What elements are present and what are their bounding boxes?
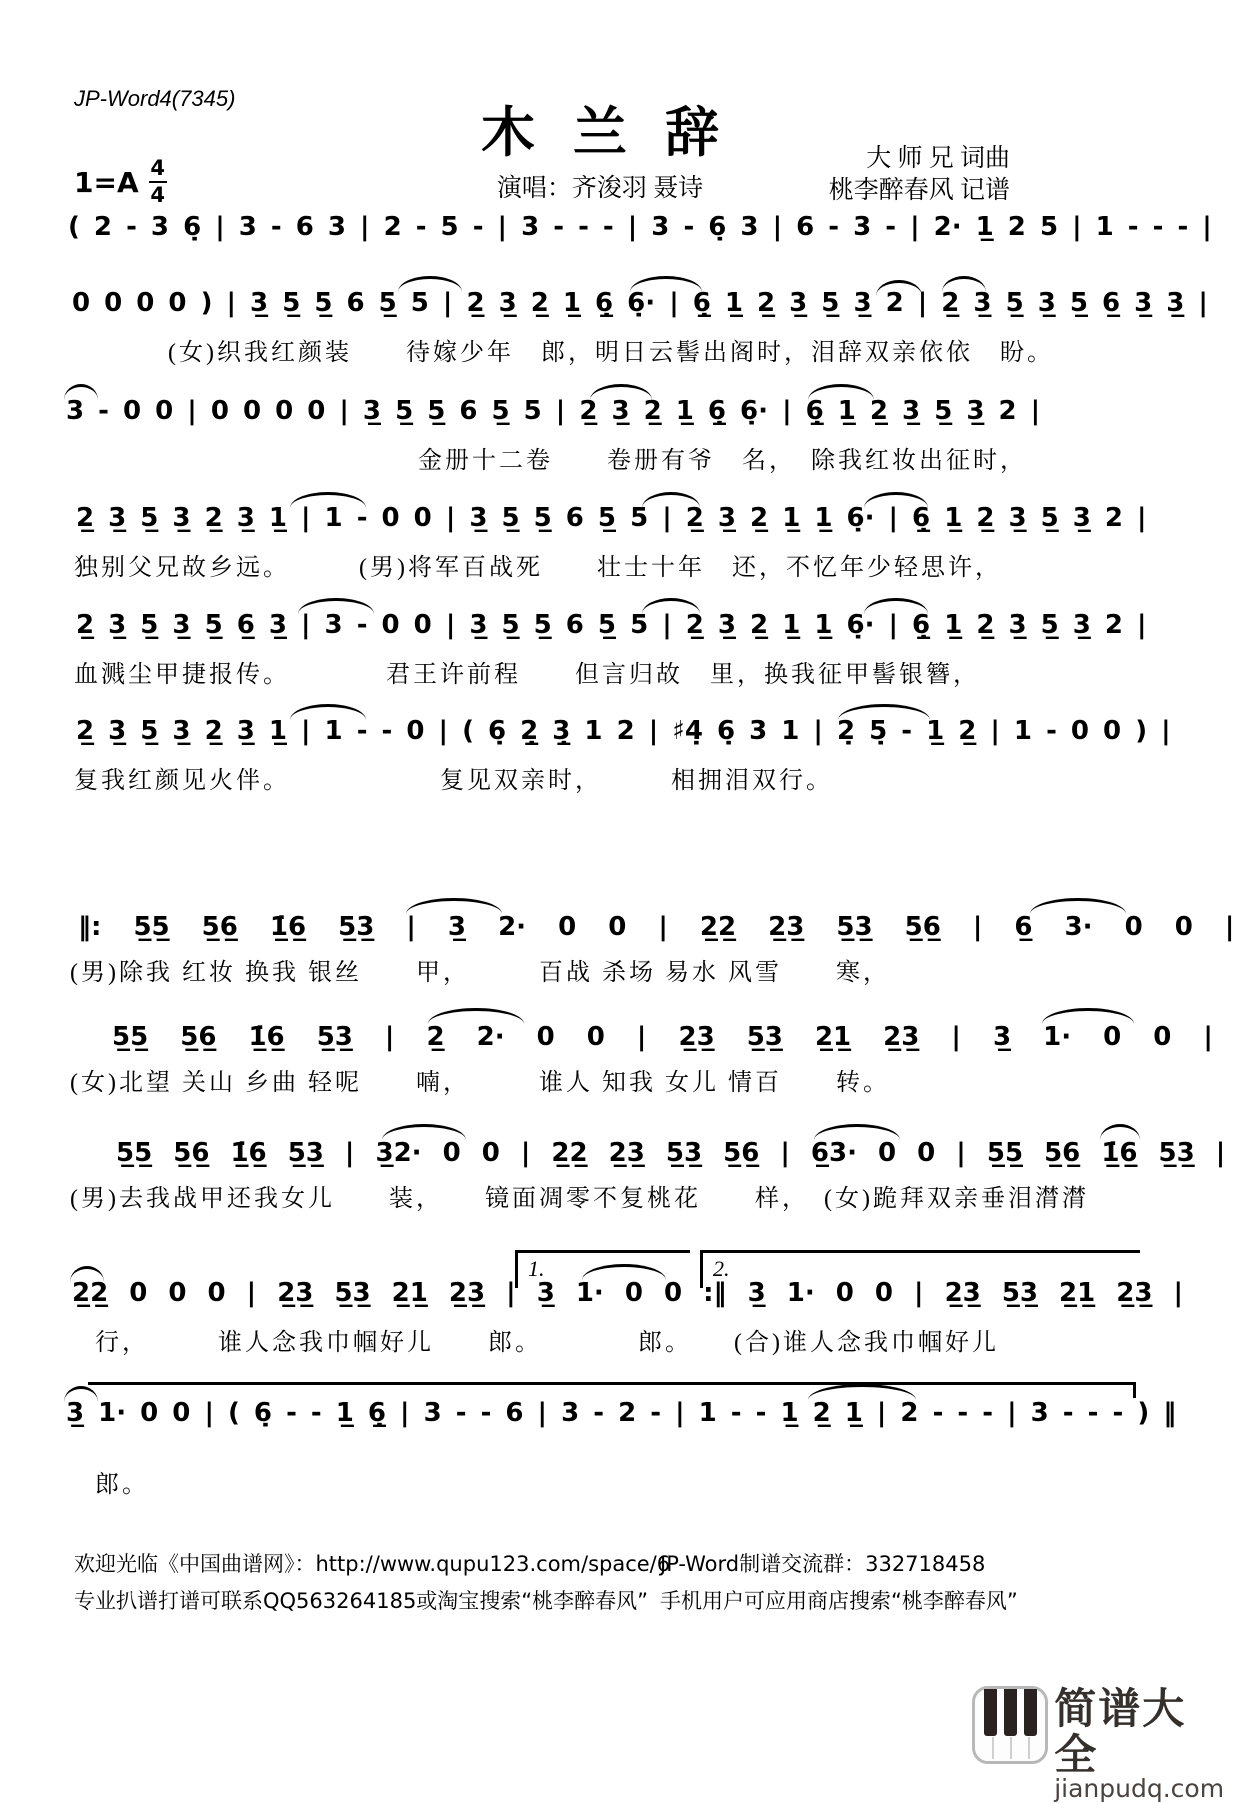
lyric-line-9: (男)去我战甲还我女儿 装， 镜面凋零不复桃花 样， (女)跪拜双亲垂泪潸潸 xyxy=(70,1186,1089,1212)
site-logo xyxy=(972,1686,1226,1803)
notation-line-5: 2̲ 3̲ 5̲ 3̲ 5̲ 6̲ 3̲ | 3 - 0 0 | 3̲ 5̲ 5̲ 6 5̲ 5 | 2̲ 3̲ 2̲ 1̲ 1̲ 6̣· | 6̲̣ 1̲ 2̲ 3̲ 5̲ 3̲ 2 | xyxy=(76,610,1147,640)
notation-line-10: 2̲2̲ 0 0 0 | 2̲3̲ 5̲3̲ 2̲1̲ 2̲3̲ | 3̲ 1· 0 0 :‖ 3̲ 1· 0 0 | 2̲3̲ 5̲3̲ 2̲1̲ 2̲3̲ | xyxy=(72,1278,1184,1308)
footer-group-line-2: 手机用户可应用商店搜索“桃李醉春风” xyxy=(660,1589,1018,1613)
notation-line-7: ‖: 5̲5̲ 5̲6̲ 1̲̇6̲ 5̲3̲ | 3̲ 2· 0 0 | 2̲2̲ 2̲3̲ 5̲3̲ 5̲6̲ | 6̲ 3· 0 0 | xyxy=(78,912,1234,942)
footer-site-line-1: 欢迎光临《中国曲谱网》：http://www.qupu123.com/space/6 xyxy=(74,1552,671,1576)
piano-white-key-line xyxy=(992,1737,994,1759)
piano-black-key xyxy=(984,1689,997,1736)
notation-line-11: 3̲ 1· 0 0 | ( 6̣ - - 1̲ 6̲̣ | 3 - - 6 | 3 - 2 - | 1 - - 1̲ 2̲ 1̲ | 2 - - - | 3 - - - ) ‖ xyxy=(66,1398,1177,1428)
tie-arc xyxy=(290,704,366,720)
logo-domain: jianpudq.com xyxy=(1054,1774,1225,1803)
piano-black-key xyxy=(1024,1689,1037,1736)
piano-black-key xyxy=(1004,1689,1017,1736)
notation-line-8: 5̲5̲ 5̲6̲ 1̲̇6̲ 5̲3̲ | 2̲ 2· 0 0 | 2̲3̲ 5̲3̲ 2̲1̲ 2̲3̲ | 3̲ 1· 0 0 | xyxy=(112,1022,1213,1052)
piano-icon xyxy=(972,1686,1048,1764)
volta-2-bracket xyxy=(700,1250,1140,1288)
tie-arc xyxy=(1100,1124,1140,1140)
slur-arc xyxy=(630,276,702,292)
slur-arc xyxy=(942,276,986,292)
notation-line-6: 2̲ 3̲ 5̲ 3̲ 2̲ 3̲ 1̲ | 1 - - 0 | ( 6̣ 2̲̣ 3̲̣ 1 2 | ♯4̣ 6̣ 3 1 | 2̣ 5̣ - 1̲ 2̲ | 1 - 0 0 ) | xyxy=(76,716,1171,746)
tie-arc xyxy=(1042,1008,1134,1024)
footer-site-line-2: 专业扒谱打谱可联系QQ563264185或淘宝搜索“桃李醉春风” xyxy=(74,1589,649,1613)
transcriber-credit: 桃李醉春风 记谱 xyxy=(828,177,1010,204)
slur-arc xyxy=(642,598,700,614)
generator-label: JP-Word4(7345) xyxy=(74,86,236,111)
slur-arc xyxy=(838,704,930,720)
lyric-line-5: 血溅尘甲捷报传。 君王许前程 但言归故 里，换我征甲髻银簪， xyxy=(74,662,980,688)
footer-group-line-1: JP-Word制谱交流群：332718458 xyxy=(660,1552,986,1576)
lyric-line-8: (女)北望 关山 乡曲 轻呢 喃， 谁人 知我 女儿 情百 转。 xyxy=(70,1070,890,1096)
tie-arc xyxy=(290,492,366,508)
tie-arc xyxy=(406,898,502,914)
volta-2-label: 2. xyxy=(713,1256,730,1281)
lyric-line-4: 独别父兄故乡远。 (男)将军百战死 壮士十年 还，不忆年少轻思许， xyxy=(74,555,1002,581)
lyric-line-2: (女)织我红颜装 待嫁少年 郎，明日云髻出阁时，泪辞双亲依依 盼。 xyxy=(168,340,1054,366)
slur-arc xyxy=(876,280,922,296)
tie-arc xyxy=(298,598,374,614)
tie-arc xyxy=(64,384,98,400)
volta-1-label: 1. xyxy=(528,1256,545,1281)
tie-arc xyxy=(814,1124,900,1140)
piano-white-key-line xyxy=(1010,1737,1012,1759)
piano-white-key-line xyxy=(1028,1737,1030,1759)
slur-arc xyxy=(864,598,928,614)
notation-line-4: 2̲ 3̲ 5̲ 3̲ 2̲ 3̲ 1̲ | 1 - 0 0 | 3̲ 5̲ 5̲ 6 5̲ 5 | 2̲ 3̲ 2̲ 1̲ 1̲ 6̣· | 6̲̣ 1̲ 2̲ 3̲ 5̲ 3̲ 2 | xyxy=(76,503,1147,533)
volta-2-overline xyxy=(88,1382,1136,1398)
slur-arc xyxy=(398,276,462,292)
tie-arc xyxy=(382,1124,466,1140)
key-label: 1=A xyxy=(74,165,139,199)
time-signature xyxy=(149,158,167,206)
song-title: 木兰辞 xyxy=(481,100,757,164)
logo-title: 简谱大全 xyxy=(1054,1684,1187,1780)
meter-bottom: 4 xyxy=(150,183,165,207)
slur-arc xyxy=(808,384,874,400)
notation-line-1: ( 2 - 3 6̣ | 3 - 6 3 | 2 - 5 - | 3 - - - | 3 - 6̣ 3 | 6 - 3 - | 2· 1̲ 2 5 | 1 - - - | xyxy=(68,212,1212,242)
notation-line-9: 5̲5̲ 5̲6̲ 1̲̇6̲ 5̲3̲ | 3̲2· 0 0 | 2̲2̲ 2̲3̲ 5̲3̲ 5̲6̲ | 6̲3· 0 0 | 5̲5̲ 5̲6̲ 1̲̇6̲ 5̲3̲ | xyxy=(116,1138,1226,1168)
lyric-line-3: 金册十二卷 卷册有爷 名， 除我红妆出征时， xyxy=(418,448,1027,474)
slur-arc xyxy=(642,492,700,508)
tie-arc xyxy=(428,1008,524,1024)
singer-line: 演唱：齐浚羽 聂诗 xyxy=(496,175,704,202)
notation-line-3: 3 - 0 0 | 0 0 0 0 | 3̲ 5̲ 5̲ 6 5̲ 5 | 2̲ 3̲ 2̲ 1̲ 6̲̣ 6̣· | 6̲̣ 1̲ 2̲ 3̲ 5̲ 3̲ 2 | xyxy=(66,396,1041,426)
meter-top: 4 xyxy=(150,156,165,180)
notation-line-2: 0 0 0 0 ) | 3̲ 5̲ 5̲ 6 5̲ 5 | 2̲ 3̲ 2̲ 1̲ 6̲̣ 6̣· | 6̲̣ 1̲ 2̲ 3̲ 5̲ 3̲ 2 | 2̲ 3̲ 5̲ 3̲ 5̲ 6̲ 3̲ 3̲ | xyxy=(72,288,1208,318)
lyric-line-10: 行， 谁人念我巾帼好儿 郎。 郎。 (合)谁人念我巾帼好儿 xyxy=(95,1330,999,1356)
slur-arc xyxy=(864,492,928,508)
logo-text-block xyxy=(1054,1686,1226,1803)
lyricist-credit: 大 师 兄 词曲 xyxy=(866,145,1010,172)
lyric-line-11: 郎。 xyxy=(95,1472,149,1498)
tie-arc xyxy=(1030,898,1126,914)
lyric-line-7: (男)除我 红妆 换我 银丝 甲， 百战 杀场 易水 风雪 寒， xyxy=(70,960,890,986)
tie-arc xyxy=(70,1266,104,1282)
slur-arc xyxy=(590,384,652,400)
key-signature xyxy=(74,158,167,206)
lyric-line-6: 复我红颜见火伴。 复见双亲时， 相拥泪双行。 xyxy=(74,768,833,794)
